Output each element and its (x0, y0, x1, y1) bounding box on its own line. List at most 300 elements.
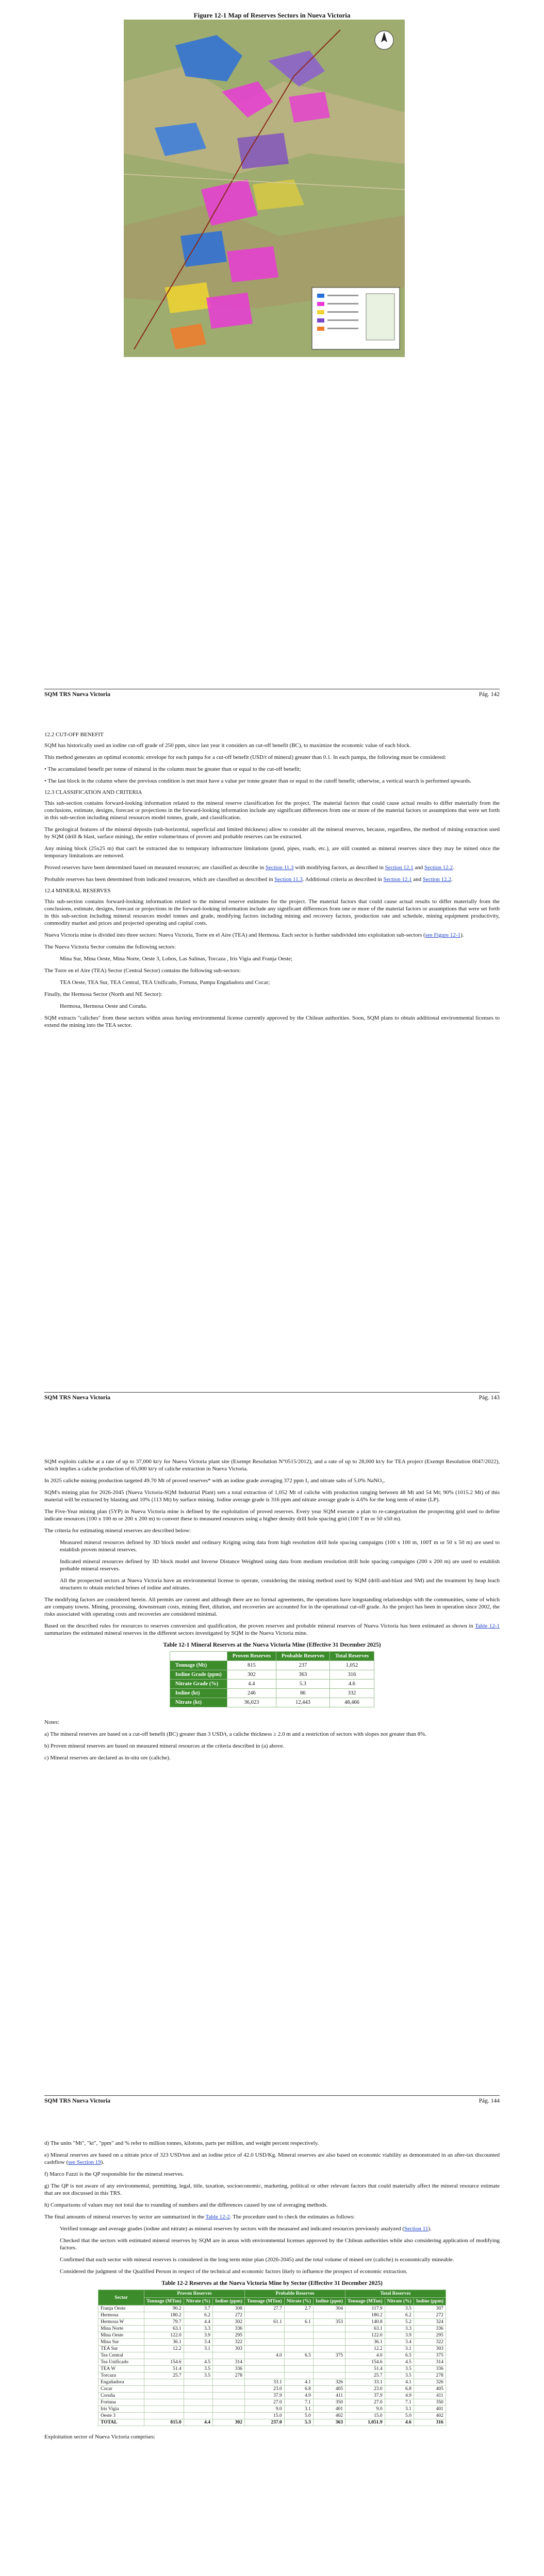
bullet-item: • The last block in the column where the previous condition is met must have a value per tonne greater than or equal to the cutoff benefit; otherwise, a vertical search is performed upwards. (44, 778, 471, 784)
table-cell (144, 2393, 184, 2399)
section-link[interactable]: Section 11.3 (274, 876, 303, 883)
sector-list: Mina Sur, Mina Oeste, Mina Norte, Oeste 3, Lobos, Las Salinas, Torcaza , Iris Vigia and Franja Oeste; (60, 956, 293, 962)
table-cell (284, 2332, 313, 2339)
paragraph: This method generates an optimal economic envelope for each pampa for a cut-off benefit (USD/t of mineral) greater than 0.1. In each pampa, the following must be considered: (44, 754, 447, 760)
table-cell: 4.0 (245, 2352, 285, 2359)
table-cell: 15.0 (245, 2413, 285, 2419)
table-cell: 6.5 (284, 2352, 313, 2359)
table-row (170, 1670, 374, 1680)
text: ). (101, 2159, 105, 2165)
table-cell: 117.9 (345, 2306, 385, 2312)
column-header: Tonnage (MTon) (144, 2298, 184, 2306)
sector-name: Coruña (98, 2393, 144, 2399)
table-row (98, 2326, 446, 2332)
figure-title: Figure 12-1 Map of Reserves Sectors in Nueva Victoria (193, 11, 351, 19)
table-row (98, 2393, 446, 2399)
sector-name: Hermosa W (98, 2319, 144, 2326)
table-cell: 4.1 (385, 2379, 414, 2386)
table-cell: 2.7 (284, 2306, 313, 2312)
column-header: Tonnage (MTon) (245, 2298, 285, 2306)
table-cell: 61.1 (245, 2319, 285, 2326)
table-cell: 4.5 (184, 2359, 212, 2366)
sector-name: Mina Oeste (98, 2332, 144, 2339)
text: . (453, 865, 454, 871)
page-number: Pág. 144 (479, 2098, 500, 2104)
criteria-item: Indicated mineral resources defined by 3D block model and Inverse Distance Weighted using data from medium resolution drill hole spacing campaigns (200 x 200 m) are used to establish probable mineral reserves. (60, 1558, 500, 1572)
check-item (60, 2225, 500, 2232)
table-cell: 3.1 (284, 2406, 313, 2413)
text: and (411, 876, 423, 883)
table-cell: 7.1 (284, 2399, 313, 2406)
table-cell (212, 2352, 244, 2359)
reserves-by-sector-table (98, 2290, 446, 2426)
text: e) Mineral reserves are based on a nitrate price of 323 USD/ton and an iodine price of 42.0 USD/Kg. Mineral reserves are also based on economic viability as demonstrated in an after-tax discounted cashflow ( (44, 2152, 500, 2165)
table-row (98, 2379, 446, 2386)
table-cell (313, 2339, 345, 2346)
table-cell (184, 2386, 212, 2393)
group-header: Probable Reserves (245, 2290, 345, 2298)
note: h) Comparisons of values may not total due to rounding of numbers and the differences caused by use of averaging methods. (44, 2202, 328, 2208)
table-cell (313, 2312, 345, 2319)
table-cell: 154.6 (345, 2359, 385, 2366)
table-cell: 36.1 (144, 2339, 184, 2346)
reserves-sectors-map (124, 20, 405, 357)
page-145 (0, 2110, 544, 2576)
bullet-item: • The accumulated benefit per tonne of mineral in the column must be greater than or equal to the cut-off benefit; (44, 766, 301, 772)
section-link[interactable]: Section 11.3 (265, 865, 294, 871)
check-item: Considered the judgment of the Qualified Person in respect of the technical and economic factors likely to influence the prospect of economic extraction. (60, 2268, 408, 2275)
table-cell: 90.2 (144, 2306, 184, 2312)
footer-title: SQM TRS Nueva Victoria (44, 2098, 110, 2104)
table-cell (245, 2359, 285, 2366)
table-row (98, 2319, 446, 2326)
section-link[interactable]: Section 11 (404, 2226, 428, 2232)
table-cell: 3.9 (184, 2332, 212, 2339)
table-cell: 278 (414, 2372, 446, 2379)
section-link[interactable]: Section 12.1 (383, 876, 412, 883)
paragraph: Exploitation sector of Nueva Victoria comprises: (44, 2434, 156, 2440)
table-cell (284, 2339, 313, 2346)
text: with modifying factors, as described in (293, 865, 385, 871)
table-cell: 3.1 (385, 2406, 414, 2413)
paragraph: In 2025 caliche mining production targeted 49.70 Mt of proved reserves* with an iodine grade averaging 372 ppm I₂ and nitrate salts of 5.0% NaNO₃. (44, 1478, 385, 1484)
table-cell: 3.5 (385, 2366, 414, 2372)
table-title: Table 12-2 Reserves at the Nueva Victoria Mine by Sector (Effective 31 December 2025) (161, 2280, 383, 2286)
table-row (98, 2306, 446, 2312)
table-row (98, 2352, 446, 2359)
table-cell: 12,443 (276, 1698, 329, 1707)
table-cell: 4.5 (385, 2359, 414, 2366)
table-cell (144, 2399, 184, 2406)
sector-list: Hermosa, Hermosa Oeste and Coruña. (60, 1003, 147, 1009)
table-cell: 3.5 (385, 2372, 414, 2379)
group-header: Proven Reserves (144, 2290, 245, 2298)
table-cell (313, 2359, 345, 2366)
paragraph: Any mining block (25x25 m) that can't be extracted due to temporary infrastructure limitations (pond, pipes, roads, etc.), are still counted as mineral reserves since they may be mined once the temporary limitations are removed. (44, 845, 500, 859)
row-label: Nitrate (kt) (170, 1698, 227, 1707)
table-row (98, 2406, 446, 2413)
table-cell: 154.6 (144, 2359, 184, 2366)
table-cell (245, 2332, 285, 2339)
text: ). (428, 2226, 432, 2232)
table-cell (245, 2372, 285, 2379)
table-header (170, 1652, 227, 1661)
table-cell: 79.7 (144, 2319, 184, 2326)
table-header: Total Reserves (329, 1652, 374, 1661)
table-cell: 33.1 (245, 2379, 285, 2386)
table-cell (245, 2326, 285, 2332)
table-cell: 6.1 (284, 2319, 313, 2326)
table-cell: 326 (414, 2379, 446, 2386)
sector-name: Torcaza (98, 2372, 144, 2379)
table-cell: 303 (212, 2346, 244, 2352)
table-cell: 5.3 (284, 2419, 313, 2426)
table-cell: 401 (414, 2406, 446, 2413)
table-cell (144, 2413, 184, 2419)
sector-name: Cocar (98, 2386, 144, 2393)
table-cell (144, 2386, 184, 2393)
table-cell (144, 2406, 184, 2413)
section-heading: 12.2 CUT-OFF BENEFIT (44, 732, 104, 738)
table-cell: 402 (313, 2413, 345, 2419)
table-row (98, 2359, 446, 2366)
table-cell (184, 2406, 212, 2413)
table-cell: 307 (414, 2306, 446, 2312)
table-cell: 237.0 (245, 2419, 285, 2426)
page-143 (0, 703, 544, 1406)
table-cell: 23.0 (245, 2386, 285, 2393)
text: ). (460, 932, 464, 938)
table-cell (184, 2393, 212, 2399)
page-142 (0, 0, 544, 703)
table-cell: 122.0 (144, 2332, 184, 2339)
table-cell: 9.0 (345, 2406, 385, 2413)
table-cell: 5.2 (385, 2319, 414, 2326)
paragraph: SQM extracts "caliches" from these sectors within areas having environmental license currently approved by the Chilean authorities. Soon, SQM plans to obtain additional environmental licenses to extend the mining into the TEA sector. (44, 1015, 500, 1028)
table-cell: 402 (414, 2413, 446, 2419)
table-cell: 48,466 (329, 1698, 374, 1707)
table-cell: 3.5 (184, 2372, 212, 2379)
text: summarizes the estimated mineral reserves in the different sectors investigated by SQM in the Nueva Victoria mine. (44, 1630, 308, 1636)
row-label: Tonnage (Mt) (170, 1661, 227, 1670)
paragraph: The modifying factors are considered herein. All permits are current and although there are no formal agreements, the operations have longstanding relationships with the communities, some of which are company towns. Mining, processing, downstream costs, mining fleet, dilution, and recoveries are accounted for in the operational cut-off grade. As the project has been in operation since 2002, the risks associated with operating costs and recoveries are considered minimal. (44, 1597, 500, 1617)
note: f) Marco Fazzi is the QP responsible for the mineral reserves. (44, 2171, 184, 2177)
table-cell: 302 (212, 2419, 244, 2426)
notes-title: Notes: (44, 1719, 59, 1725)
table-cell: 51.4 (144, 2366, 184, 2372)
table-cell (284, 2372, 313, 2379)
note: g) The QP is not aware of any environmental, permitting, legal, title, taxation, socioeconomic, marketing, political or other relevant factors that could materially affect the mineral resource estimate that are not discussed in this TRS. (44, 2183, 500, 2196)
section-heading: 12.4 MINERAL RESERVES (44, 888, 111, 894)
table-cell: 7.1 (385, 2399, 414, 2406)
text: . The procedure used to check the estimates as follows: (229, 2214, 355, 2220)
table-cell (184, 2413, 212, 2419)
table-cell: 4.1 (284, 2379, 313, 2386)
table-cell: 336 (212, 2366, 244, 2372)
table-cell: 27.0 (245, 2399, 285, 2406)
text: Based on the described rules for resources to reserves conversion and qualification, the proven reserves and probable mineral reserves of Nueva Victoria has been estimated as shown in (44, 1623, 475, 1629)
table-title: Table 12-1 Mineral Reserves at the Nueva Victoria Mine (Effective 31 December 2025) (163, 1642, 381, 1648)
section-link[interactable]: Section 12.2 (424, 865, 453, 871)
table-cell (144, 2379, 184, 2386)
table-cell (313, 2372, 345, 2379)
table-cell: 25.7 (144, 2372, 184, 2379)
table-cell: 353 (313, 2319, 345, 2326)
table-cell (245, 2346, 285, 2352)
table-cell: 295 (414, 2332, 446, 2339)
table-cell: 6.2 (385, 2312, 414, 2319)
table-cell: 336 (414, 2366, 446, 2372)
paragraph: SQM's mining plan for 2026-2045 (Nueva Victoria-SQM Industrial Plant) sets a total extraction of 1,052 Mt of caliche with production ranging between 48 Mt and 54 Mt; 90% (1015.2 Mt) of this material will be extracted by blasting and 10% (113 Mt) by surface mining. Iodine average grade is 316 ppm and nitrate average grade is 4.6% for the long term of mine (LP). (44, 1489, 500, 1503)
table-cell (212, 2413, 244, 2419)
table-cell: 5.0 (284, 2413, 313, 2419)
table-row (98, 2346, 446, 2352)
table-cell: 411 (414, 2393, 446, 2399)
table-cell: 304 (313, 2306, 345, 2312)
table-cell: 332 (329, 1689, 374, 1698)
row-label: Iodine Grade (ppm) (170, 1670, 227, 1680)
paragraph: The Nueva Victoria Sector contains the following sectors: (44, 944, 176, 950)
text: . Additional criteria as described in (302, 876, 384, 883)
sector-name: Tea Central (98, 2352, 144, 2359)
check-item: Confirmed that each sector with mineral reserves is considered in the long term mine plan (2026-2045) and the total volume of mined ore (caliche) is economically mineable. (60, 2257, 454, 2263)
sector-name: TEA W (98, 2366, 144, 2372)
text: and (413, 865, 424, 871)
table-cell: 302 (212, 2319, 244, 2326)
row-label: Nitrate Grade (%) (170, 1680, 227, 1689)
table-cell (284, 2346, 313, 2352)
table-cell: 322 (414, 2339, 446, 2346)
table-cell: 25.7 (345, 2372, 385, 2379)
table-cell: 33.1 (345, 2379, 385, 2386)
sector-name: Iris Vigia (98, 2406, 144, 2413)
table-link[interactable]: Table 12-2 (205, 2214, 230, 2220)
table-cell: 350 (414, 2399, 446, 2406)
table-row (98, 2413, 446, 2419)
check-item: Checked that the sectors with estimated mineral reserves by SQM are in areas with environmental licenses approved by the Chilean authorities while also considering application of modifying factors. (60, 2238, 500, 2251)
mineral-reserves-table (170, 1651, 374, 1707)
paragraph: The Torre en el Aire (TEA) Sector (Central Sector) contains the following sub-sectors: (44, 968, 241, 974)
table-cell: 37.9 (245, 2393, 285, 2399)
table-cell: 4.4 (184, 2319, 212, 2326)
table-cell: 303 (414, 2346, 446, 2352)
table-cell (284, 2312, 313, 2319)
table-cell (212, 2399, 244, 2406)
text: Proved reserves have been determined based on measured resources; are classified as describe in (44, 865, 266, 871)
table-cell: 4.0 (345, 2352, 385, 2359)
paragraph (44, 864, 500, 871)
paragraph: SQM has historically used an iodine cut-off grade of 250 ppm, since last year it considers an cut-off benefit (BC), to maximize the economic value of each block. (44, 742, 411, 749)
table-cell: 86 (276, 1689, 329, 1698)
text: . (451, 876, 453, 883)
paragraph: Finally, the Hermosa Sector (North and NE Sector): (44, 991, 162, 997)
table-cell: 3.7 (184, 2306, 212, 2312)
table-cell: 405 (313, 2386, 345, 2393)
table-cell: 363 (313, 2419, 345, 2426)
table-row (98, 2399, 446, 2406)
column-header: Tonnage (MTon) (345, 2298, 385, 2306)
column-header: Iodine (ppm) (414, 2298, 446, 2306)
table-cell: 27.7 (245, 2306, 285, 2312)
table-cell: 3.3 (385, 2326, 414, 2332)
table-cell (212, 2406, 244, 2413)
table-cell: 401 (313, 2406, 345, 2413)
table-row (98, 2312, 446, 2319)
table-cell: 308 (212, 2306, 244, 2312)
table-cell (245, 2339, 285, 2346)
text: Probable reserves has been determined from indicated resources, which are classified as described in (44, 876, 275, 883)
table-cell: 324 (414, 2319, 446, 2326)
sector-name: Mina Norte (98, 2326, 144, 2332)
table-row (98, 2332, 446, 2339)
table-cell: 3.4 (184, 2339, 212, 2346)
table-cell: 278 (212, 2372, 244, 2379)
table-cell: 237 (276, 1661, 329, 1670)
section-link[interactable]: see Section 19 (68, 2159, 101, 2165)
note: a) The mineral reserves are based on a cut-off benefit (BC) greater than 3 USD/t, a caliche thickness ≥ 2.0 m and a restriction of sectors with slopes not greater than 8%. (44, 1731, 427, 1737)
table-cell (313, 2332, 345, 2339)
group-header: Total Reserves (345, 2290, 446, 2298)
table-cell: 51.4 (345, 2366, 385, 2372)
table-cell: 27.0 (345, 2399, 385, 2406)
table-cell (313, 2326, 345, 2332)
text: The final amounts of mineral reserves by sector are summarized in the (44, 2214, 206, 2220)
table-cell: 9.0 (245, 2406, 285, 2413)
text: Verified tonnage and average grades (iodine and nitrate) as mineral reserves by sectors with the measured and indicated resources previously analyzed ( (60, 2226, 404, 2232)
table-row (170, 1680, 374, 1689)
table-cell (184, 2399, 212, 2406)
table-cell: 3.3 (184, 2326, 212, 2332)
table-cell: 4.6 (385, 2419, 414, 2426)
section-link[interactable]: Section 12.1 (385, 865, 414, 871)
table-cell (284, 2326, 313, 2332)
table-cell: 272 (212, 2312, 244, 2319)
table-header: Proven Reserves (227, 1652, 276, 1661)
table-row (170, 1661, 374, 1670)
table-cell (245, 2312, 285, 2319)
table-cell: 815 (227, 1661, 276, 1670)
sector-name: TOTAL (98, 2419, 144, 2426)
table-cell: 1,051.9 (345, 2419, 385, 2426)
table-cell: 12.2 (144, 2346, 184, 2352)
page-number: Pág. 142 (479, 691, 500, 698)
table-cell: 37.9 (345, 2393, 385, 2399)
table-cell: 295 (212, 2332, 244, 2339)
table-cell (212, 2379, 244, 2386)
page-144 (0, 1406, 544, 2110)
sector-name: Engañadora (98, 2379, 144, 2386)
table-cell: 5.3 (276, 1680, 329, 1689)
sector-name: Mina Sur (98, 2339, 144, 2346)
table-cell: 405 (414, 2386, 446, 2393)
column-header: Nitrate (%) (385, 2298, 414, 2306)
table-cell (245, 2366, 285, 2372)
table-cell (313, 2366, 345, 2372)
row-label: Iodine (kt) (170, 1689, 227, 1698)
table-cell: 122.0 (345, 2332, 385, 2339)
table-cell: 302 (227, 1670, 276, 1680)
table-cell: 15.0 (345, 2413, 385, 2419)
column-header: Nitrate (%) (184, 2298, 212, 2306)
table-cell: 375 (414, 2352, 446, 2359)
table-cell: 314 (414, 2359, 446, 2366)
table-cell (184, 2352, 212, 2359)
table-cell: 6.2 (184, 2312, 212, 2319)
figure-link[interactable]: see Figure 12-1 (425, 932, 461, 938)
criteria-item: All the prospected sectors at Nueva Victoria have an environmental license to operate, considering the mining method used by SQM (drill-and-blast and SM) and the treatment by heap leach structures to obtain enriched brines of iodine and nitrates. (60, 1578, 500, 1591)
table-cell: 3.5 (184, 2366, 212, 2372)
table-cell: 272 (414, 2312, 446, 2319)
sector-name: Tea Unificado (98, 2359, 144, 2366)
table-cell: 316 (414, 2419, 446, 2426)
table-cell: 4.9 (284, 2393, 313, 2399)
page-number: Pág. 143 (479, 1395, 500, 1401)
table-cell: 336 (414, 2326, 446, 2332)
table-cell: 4.9 (385, 2393, 414, 2399)
footer-title: SQM TRS Nueva Victoria (44, 1395, 110, 1401)
table-row (98, 2366, 446, 2372)
table-cell (212, 2393, 244, 2399)
paragraph: The criteria for estimating mineral reserves are described below: (44, 1528, 191, 1534)
table-cell: 375 (313, 2352, 345, 2359)
table-cell: 363 (276, 1670, 329, 1680)
paragraph (44, 2213, 500, 2221)
table-cell: 23.0 (345, 2386, 385, 2393)
sector-name: Oeste 3 (98, 2413, 144, 2419)
table-link[interactable]: Table 12-1 (475, 1623, 500, 1629)
table-cell (284, 2359, 313, 2366)
column-header: Iodine (ppm) (212, 2298, 244, 2306)
note: c) Mineral reserves are declared as in-situ ore (caliche). (44, 1755, 171, 1761)
sector-list: TEA Oeste, TEA Sur, TEA Central, TEA Unificado, Fortuna, Pampa Engañadora and Cocar; (60, 979, 270, 986)
table-cell: 316 (329, 1670, 374, 1680)
sector-name: TEA Sur (98, 2346, 144, 2352)
table-cell (313, 2346, 345, 2352)
section-link[interactable]: Section 12.2 (422, 876, 451, 883)
table-cell: 350 (313, 2399, 345, 2406)
table-cell: 3.1 (385, 2346, 414, 2352)
paragraph (44, 876, 500, 883)
note (44, 2151, 500, 2166)
note: d) The units "Mt", "kt", "ppm" and % refer to million tonnes, kilotons, parts per million, and weight percent respectively. (44, 2140, 319, 2146)
table-cell: 6.8 (385, 2386, 414, 2393)
table-cell: 1,052 (329, 1661, 374, 1670)
table-cell (284, 2366, 313, 2372)
table-header: Probable Reserves (276, 1652, 329, 1661)
table-cell: 5.0 (385, 2413, 414, 2419)
table-cell: 3.4 (385, 2339, 414, 2346)
sector-name: Fortuna (98, 2399, 144, 2406)
table-cell: 815.0 (144, 2419, 184, 2426)
table-cell: 3.1 (184, 2346, 212, 2352)
table-cell: 3.5 (385, 2306, 414, 2312)
table-cell: 63.1 (345, 2326, 385, 2332)
table-row (98, 2339, 446, 2346)
table-cell: 411 (313, 2393, 345, 2399)
table-cell: 246 (227, 1689, 276, 1698)
table-cell: 322 (212, 2339, 244, 2346)
paragraph: The geological features of the mineral deposits (sub-horizontal, superficial and limited thickness) allow to consider all the mineral reserves, because, regardless, the method of mining extraction used by SQM (drill & blast, surface mining), the entire volume/mass of proven and probable reserves can be extracted. (44, 826, 500, 840)
note: b) Proven mineral reserves are based on measured mineral resources at the criteria described in (a) above. (44, 1743, 285, 1749)
table-cell: 326 (313, 2379, 345, 2386)
table-cell: 12.2 (345, 2346, 385, 2352)
table-cell: 140.8 (345, 2319, 385, 2326)
footer-title: SQM TRS Nueva Victoria (44, 691, 110, 698)
table-cell: 314 (212, 2359, 244, 2366)
table-row (98, 2419, 446, 2426)
paragraph: This sub-section contains forward-looking information related to the mineral reserve estimates for the project. The material factors that could cause actual results to differ materially from the conclusions, estimate, designs, forecast or projections in the forward-looking information include any significant differences from one or more of the material factors or assumptions that were set forth in this sub-section including mineral resources model tonnes and grade, modifying factors including mining and recovery factors, production rate and schedule, mining equipment productivity, commodity market and prices and projected operating and capital costs. (44, 899, 500, 926)
table-cell: 336 (212, 2326, 244, 2332)
